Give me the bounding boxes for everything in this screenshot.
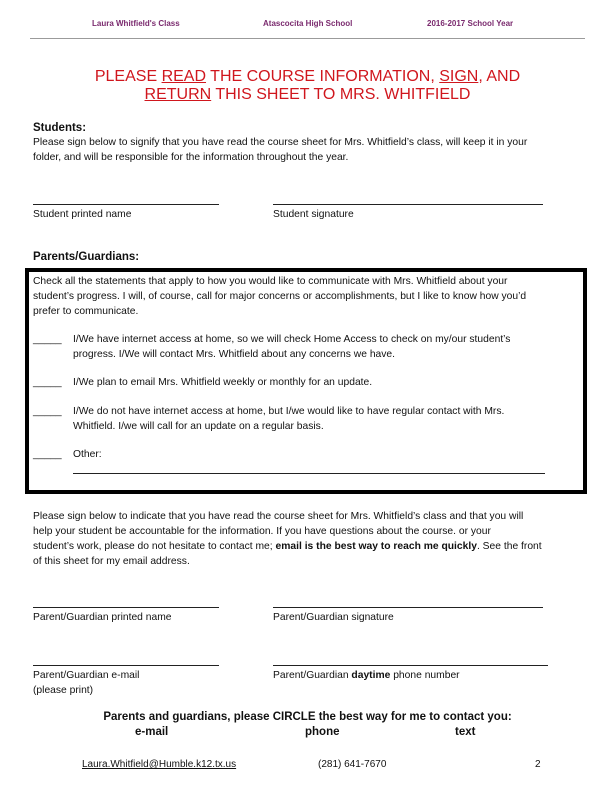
parents-sign-instructions: Please sign below to indicate that you have read the course sheet for Mrs. Whitfield’s class and that you will help your student be accountable for the information. If you have questions about the course. or your student’s work, please do not hesitate to contact me; email is the best way to reach me quickly. See the front of this sheet for my email address. [33,511,542,567]
circle-option-text[interactable]: text [455,726,476,738]
parent-email-label: Parent/Guardian e-mail (please print) [33,670,140,696]
parent-email-line[interactable] [33,665,219,666]
title-line-2: RETURN THIS SHEET TO MRS. WHITFIELD [144,86,471,103]
page-title [30,68,585,104]
parent-phone-label: Parent/Guardian daytime phone number [273,670,460,681]
box-intro: Check all the statements that apply to how you would like to communicate with Mrs. Whitfield about your student’s progress. I will, of course, call for major concerns or accomplishments, but I like to know how you’d prefer to communicate. [33,276,527,317]
circle-instruction: Parents and guardians, please CIRCLE the best way for me to contact you: [103,711,512,723]
circle-option-phone[interactable]: phone [305,726,340,738]
parent-phone-line[interactable] [273,665,548,666]
student-printed-name-line[interactable] [33,204,219,205]
option-2-checkbox-blank[interactable]: _____ [33,377,62,388]
student-signature-line[interactable] [273,204,543,205]
option-2-text: I/We plan to email Mrs. Whitfield weekly or monthly for an update. [73,377,373,388]
title-line-1: PLEASE READ THE COURSE INFORMATION, SIGN, AND [94,68,521,85]
students-instructions: Please sign below to signify that you have read the course sheet for Mrs. Whitfield’s class, will keep it in your folder, and will be responsible for the information throughout the year. [33,137,528,163]
header-class-name: Laura Whitfield's Class [92,19,180,28]
parent-signature-label: Parent/Guardian signature [273,612,394,623]
parent-printed-name-label: Parent/Guardian printed name [33,612,172,623]
footer-phone: (281) 641-7670 [318,759,387,770]
option-1-text: I/We have internet access at home, so we will check Home Access to check on my/our student’s progress. I/We will contact Mrs. Whitfield about any concerns we have. [73,334,511,360]
option-3-checkbox-blank[interactable]: _____ [33,406,62,417]
option-3-text: I/We do not have internet access at home, but I/we would like to have regular contact with Mrs. Whitfield. I/we will call for an update on a regular basis. [73,406,505,432]
footer-email-link[interactable]: Laura.Whitfield@Humble.k12.tx.us [82,759,237,770]
student-signature-label: Student signature [273,209,354,220]
parent-printed-name-line[interactable] [33,607,219,608]
parents-heading: Parents/Guardians: [33,251,140,263]
page-number: 2 [535,759,541,770]
option-1-checkbox-blank[interactable]: _____ [33,334,62,345]
option-other-label: Other: [73,449,102,460]
header-year: 2016-2017 School Year [427,19,514,28]
parent-signature-line[interactable] [273,607,543,608]
option-other-checkbox-blank[interactable]: _____ [33,449,62,460]
header-divider [30,38,585,39]
students-heading: Students: [33,122,87,134]
student-printed-name-label: Student printed name [33,209,132,220]
circle-option-email[interactable]: e-mail [135,726,169,738]
option-other-line[interactable] [73,473,545,474]
header-school: Atascocita High School [263,19,353,28]
